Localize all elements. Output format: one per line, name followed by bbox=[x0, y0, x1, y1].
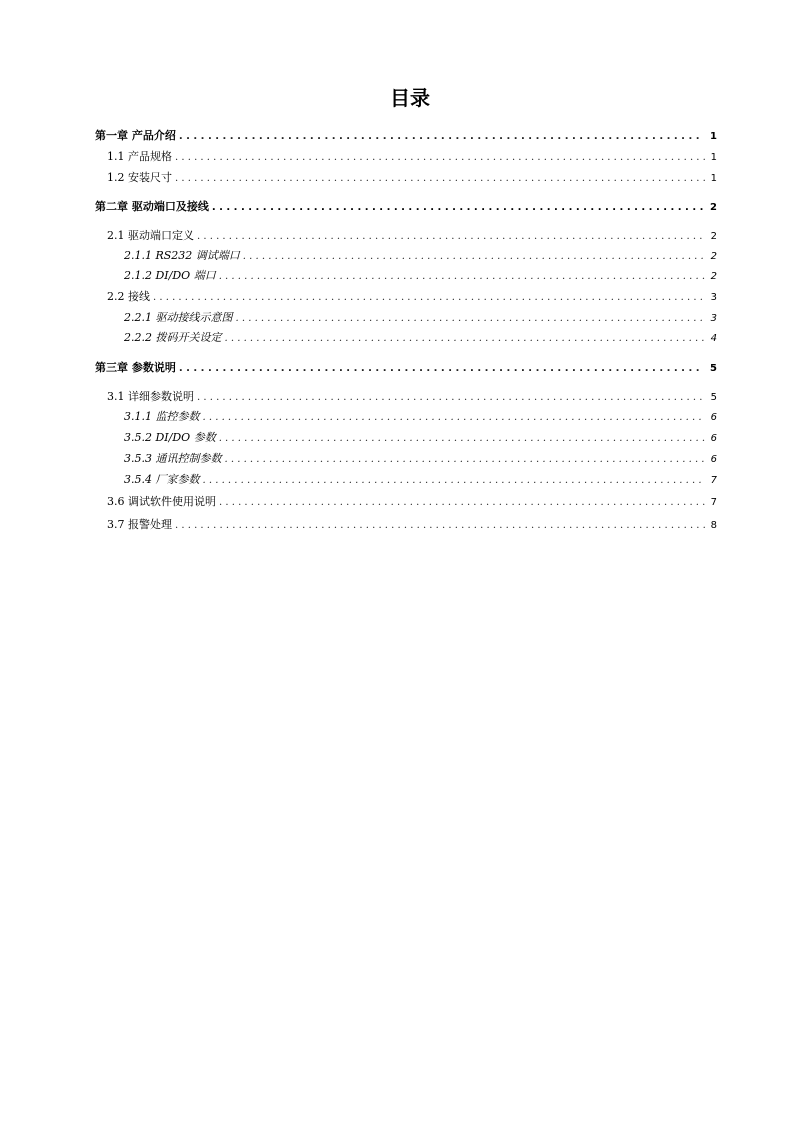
dot-leader bbox=[243, 249, 705, 265]
toc-page-number: 4 bbox=[710, 333, 717, 344]
toc-entry-label: 1.1 产品规格 bbox=[107, 150, 172, 163]
toc-page-number: 7 bbox=[710, 497, 717, 508]
toc-entry-3-7[interactable] bbox=[107, 517, 717, 533]
dot-leader bbox=[225, 331, 705, 347]
toc-page-number: 1 bbox=[710, 152, 717, 163]
toc-page-number: 5 bbox=[710, 392, 717, 403]
toc-entry-chapter-1[interactable] bbox=[95, 128, 717, 144]
toc-page-number: 6 bbox=[710, 412, 717, 423]
toc-entry-label: 1.2 安装尺寸 bbox=[107, 171, 172, 184]
dot-leader bbox=[219, 495, 705, 511]
toc-entry-label: 第一章 产品介绍 bbox=[95, 129, 176, 142]
toc-entry-3-5-3[interactable] bbox=[124, 451, 717, 467]
toc-entry-label: 3.1.1 监控参数 bbox=[124, 410, 200, 423]
toc-page-number: 3 bbox=[710, 313, 717, 324]
dot-leader bbox=[197, 390, 705, 406]
toc-page-number: 3 bbox=[710, 292, 717, 303]
toc-entry-3-1[interactable] bbox=[107, 389, 717, 405]
dot-leader bbox=[153, 290, 705, 306]
toc-entry-label: 2.2.2 拨码开关设定 bbox=[124, 331, 222, 344]
toc-entry-label: 3.6 调试软件使用说明 bbox=[107, 495, 216, 508]
toc-entry-3-1-1[interactable] bbox=[124, 409, 717, 425]
toc-page-number: 2 bbox=[710, 202, 717, 213]
toc-entry-3-6[interactable] bbox=[107, 494, 717, 510]
toc-entry-label: 2.1.2 DI/DO 端口 bbox=[124, 269, 216, 282]
toc-page-number: 6 bbox=[710, 454, 717, 465]
dot-leader bbox=[236, 311, 705, 327]
toc-page-number: 8 bbox=[710, 520, 717, 531]
toc-entry-2-1-2[interactable] bbox=[124, 268, 717, 284]
toc-entry-label: 2.2 接线 bbox=[107, 290, 150, 303]
toc-page-number: 1 bbox=[710, 131, 717, 142]
toc-entry-label: 第二章 驱动端口及接线 bbox=[95, 200, 209, 213]
dot-leader bbox=[203, 473, 705, 489]
toc-entry-label: 3.7 报警处理 bbox=[107, 518, 172, 531]
toc-entry-label: 第三章 参数说明 bbox=[95, 361, 176, 374]
toc-entry-label: 3.5.3 通讯控制参数 bbox=[124, 452, 222, 465]
toc-entry-label: 3.5.4 厂家参数 bbox=[124, 473, 200, 486]
dot-leader bbox=[203, 410, 705, 426]
toc-entry-label: 2.1.1 RS232 调试端口 bbox=[124, 249, 240, 262]
toc-entry-2-1-1[interactable] bbox=[124, 248, 717, 264]
toc-page-number: 5 bbox=[710, 363, 717, 374]
toc-entry-2-1[interactable] bbox=[107, 228, 717, 244]
dot-leader bbox=[219, 269, 705, 285]
toc-entry-2-2[interactable] bbox=[107, 289, 717, 305]
toc-page-number: 2 bbox=[710, 231, 717, 242]
toc-entry-2-2-2[interactable] bbox=[124, 330, 717, 346]
toc-entry-label: 2.1 驱动端口定义 bbox=[107, 229, 194, 242]
toc-entry-2-2-1[interactable] bbox=[124, 310, 717, 326]
toc-entry-1-1[interactable] bbox=[107, 149, 717, 165]
toc-entry-chapter-2[interactable] bbox=[95, 199, 717, 215]
toc-page-number: 7 bbox=[710, 475, 717, 486]
toc-entry-label: 3.5.2 DI/DO 参数 bbox=[124, 431, 216, 444]
toc-entry-label: 3.1 详细参数说明 bbox=[107, 390, 194, 403]
dot-leader bbox=[175, 171, 705, 187]
toc-page-number: 2 bbox=[710, 271, 717, 282]
dot-leader bbox=[179, 129, 704, 145]
dot-leader bbox=[175, 150, 705, 166]
dot-leader bbox=[219, 431, 705, 447]
page-title: 目录 bbox=[390, 86, 430, 110]
toc-entry-3-5-4[interactable] bbox=[124, 472, 717, 488]
dot-leader bbox=[225, 452, 705, 468]
toc-page-number: 1 bbox=[710, 173, 717, 184]
toc-entry-3-5-2[interactable] bbox=[124, 430, 717, 446]
toc-entry-1-2[interactable] bbox=[107, 170, 717, 186]
toc-page-number: 2 bbox=[710, 251, 717, 262]
dot-leader bbox=[175, 518, 705, 534]
toc-entry-chapter-3[interactable] bbox=[95, 360, 717, 376]
toc-entry-label: 2.2.1 驱动接线示意图 bbox=[124, 311, 233, 324]
dot-leader bbox=[197, 229, 705, 245]
dot-leader bbox=[212, 200, 704, 216]
toc-page-number: 6 bbox=[710, 433, 717, 444]
dot-leader bbox=[179, 361, 704, 377]
